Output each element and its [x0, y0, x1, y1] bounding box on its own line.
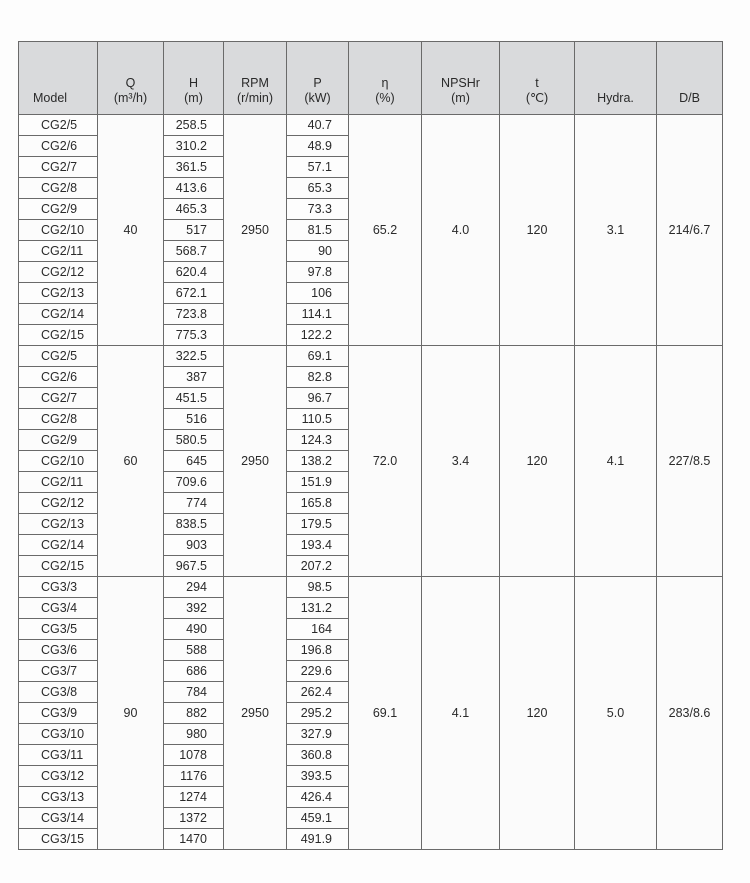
- col-header-rpm-unit: (r/min): [236, 91, 274, 105]
- cell-power-p: 97.8: [287, 262, 349, 283]
- cell-head-h: 310.2: [164, 136, 224, 157]
- cell-model: CG2/13: [19, 514, 98, 535]
- col-header-model-label: Model: [33, 91, 68, 105]
- cell-model: CG3/3: [19, 577, 98, 598]
- cell-head-h: 980: [164, 724, 224, 745]
- cell-power-p: 393.5: [287, 766, 349, 787]
- col-header-npshr-unit: (m): [451, 91, 470, 105]
- cell-power-p: 491.9: [287, 829, 349, 850]
- cell-head-h: 588: [164, 640, 224, 661]
- cell-head-h: 516: [164, 409, 224, 430]
- cell-power-p: 90: [287, 241, 349, 262]
- cell-power-p: 164: [287, 619, 349, 640]
- cell-power-p: 295.2: [287, 703, 349, 724]
- cell-power-p: 193.4: [287, 535, 349, 556]
- col-header-eta-label: η: [381, 76, 389, 90]
- cell-model: CG2/15: [19, 556, 98, 577]
- cell-rpm: 2950: [224, 346, 287, 577]
- cell-head-h: 387: [164, 367, 224, 388]
- cell-head-h: 1274: [164, 787, 224, 808]
- cell-head-h: 294: [164, 577, 224, 598]
- col-header-t-label: t: [535, 76, 539, 90]
- cell-power-p: 459.1: [287, 808, 349, 829]
- col-header-h-label: H: [188, 76, 199, 90]
- cell-model: CG3/15: [19, 829, 98, 850]
- cell-head-h: 392: [164, 598, 224, 619]
- cell-model: CG3/6: [19, 640, 98, 661]
- cell-model: CG2/7: [19, 157, 98, 178]
- cell-head-h: 784: [164, 682, 224, 703]
- cell-flow-q: 90: [98, 577, 164, 850]
- col-header-p-label: P: [313, 76, 322, 90]
- cell-model: CG3/13: [19, 787, 98, 808]
- cell-power-p: 262.4: [287, 682, 349, 703]
- cell-model: CG2/11: [19, 472, 98, 493]
- header-row: [19, 42, 723, 115]
- cell-power-p: 138.2: [287, 451, 349, 472]
- cell-model: CG2/6: [19, 136, 98, 157]
- cell-npshr: 4.0: [422, 115, 500, 346]
- cell-model: CG2/10: [19, 451, 98, 472]
- cell-head-h: 882: [164, 703, 224, 724]
- cell-model: CG3/9: [19, 703, 98, 724]
- cell-power-p: 106: [287, 283, 349, 304]
- cell-head-h: 465.3: [164, 199, 224, 220]
- cell-flow-q: 40: [98, 115, 164, 346]
- cell-power-p: 73.3: [287, 199, 349, 220]
- cell-model: CG2/13: [19, 283, 98, 304]
- cell-hydra: 4.1: [575, 346, 657, 577]
- cell-head-h: 775.3: [164, 325, 224, 346]
- cell-power-p: 196.8: [287, 640, 349, 661]
- col-header-db-label: D/B: [679, 91, 700, 105]
- cell-model: CG2/8: [19, 409, 98, 430]
- cell-temperature: 120: [500, 346, 575, 577]
- cell-model: CG2/12: [19, 493, 98, 514]
- cell-head-h: 709.6: [164, 472, 224, 493]
- cell-efficiency: 65.2: [349, 115, 422, 346]
- col-header-rpm-label: RPM: [241, 76, 269, 90]
- cell-head-h: 1470: [164, 829, 224, 850]
- col-header-eta-unit: (%): [375, 91, 395, 105]
- cell-head-h: 413.6: [164, 178, 224, 199]
- col-header-t-unit: (℃): [525, 91, 549, 105]
- cell-power-p: 98.5: [287, 577, 349, 598]
- cell-power-p: 124.3: [287, 430, 349, 451]
- cell-head-h: 686: [164, 661, 224, 682]
- cell-model: CG2/5: [19, 346, 98, 367]
- col-header-q-label: Q: [125, 76, 136, 90]
- col-header-q: [98, 42, 164, 115]
- col-header-h: [164, 42, 224, 115]
- col-header-p: [287, 42, 349, 115]
- table-body: [19, 115, 723, 850]
- col-header-rpm: [224, 42, 287, 115]
- cell-power-p: 360.8: [287, 745, 349, 766]
- cell-head-h: 967.5: [164, 556, 224, 577]
- cell-head-h: 774: [164, 493, 224, 514]
- cell-power-p: 151.9: [287, 472, 349, 493]
- cell-model: CG3/5: [19, 619, 98, 640]
- cell-hydra: 3.1: [575, 115, 657, 346]
- cell-head-h: 322.5: [164, 346, 224, 367]
- pump-spec-table: [18, 41, 723, 850]
- table-row: [19, 577, 723, 598]
- cell-model: CG2/12: [19, 262, 98, 283]
- cell-model: CG3/7: [19, 661, 98, 682]
- col-header-p-unit: (kW): [304, 91, 331, 105]
- col-header-eta: [349, 42, 422, 115]
- cell-head-h: 645: [164, 451, 224, 472]
- cell-power-p: 96.7: [287, 388, 349, 409]
- cell-temperature: 120: [500, 577, 575, 850]
- cell-db: 214/6.7: [657, 115, 723, 346]
- table-row: [19, 115, 723, 136]
- cell-model: CG2/7: [19, 388, 98, 409]
- cell-model: CG2/14: [19, 304, 98, 325]
- cell-power-p: 165.8: [287, 493, 349, 514]
- cell-head-h: 568.7: [164, 241, 224, 262]
- cell-power-p: 82.8: [287, 367, 349, 388]
- cell-power-p: 69.1: [287, 346, 349, 367]
- cell-power-p: 81.5: [287, 220, 349, 241]
- cell-model: CG3/11: [19, 745, 98, 766]
- cell-efficiency: 69.1: [349, 577, 422, 850]
- cell-model: CG3/10: [19, 724, 98, 745]
- cell-model: CG2/10: [19, 220, 98, 241]
- cell-flow-q: 60: [98, 346, 164, 577]
- col-header-h-unit: (m): [184, 91, 203, 105]
- cell-power-p: 207.2: [287, 556, 349, 577]
- cell-power-p: 229.6: [287, 661, 349, 682]
- col-header-hydra-label: Hydra.: [597, 91, 634, 105]
- cell-model: CG3/14: [19, 808, 98, 829]
- cell-hydra: 5.0: [575, 577, 657, 850]
- cell-head-h: 903: [164, 535, 224, 556]
- cell-model: CG2/11: [19, 241, 98, 262]
- cell-power-p: 48.9: [287, 136, 349, 157]
- cell-head-h: 1176: [164, 766, 224, 787]
- cell-power-p: 426.4: [287, 787, 349, 808]
- cell-head-h: 361.5: [164, 157, 224, 178]
- cell-model: CG3/8: [19, 682, 98, 703]
- cell-efficiency: 72.0: [349, 346, 422, 577]
- cell-model: CG3/4: [19, 598, 98, 619]
- cell-power-p: 179.5: [287, 514, 349, 535]
- cell-head-h: 723.8: [164, 304, 224, 325]
- cell-model: CG3/12: [19, 766, 98, 787]
- table-header: [19, 42, 723, 115]
- cell-head-h: 490: [164, 619, 224, 640]
- cell-head-h: 620.4: [164, 262, 224, 283]
- col-header-db: [657, 42, 723, 115]
- cell-model: CG2/14: [19, 535, 98, 556]
- cell-rpm: 2950: [224, 577, 287, 850]
- cell-rpm: 2950: [224, 115, 287, 346]
- col-header-npshr-label: NPSHr: [441, 76, 480, 90]
- cell-db: 283/8.6: [657, 577, 723, 850]
- cell-power-p: 122.2: [287, 325, 349, 346]
- cell-power-p: 40.7: [287, 115, 349, 136]
- col-header-t: [500, 42, 575, 115]
- cell-model: CG2/9: [19, 430, 98, 451]
- cell-power-p: 57.1: [287, 157, 349, 178]
- cell-temperature: 120: [500, 115, 575, 346]
- cell-model: CG2/8: [19, 178, 98, 199]
- cell-power-p: 65.3: [287, 178, 349, 199]
- cell-model: CG2/6: [19, 367, 98, 388]
- cell-head-h: 838.5: [164, 514, 224, 535]
- cell-power-p: 114.1: [287, 304, 349, 325]
- cell-head-h: 258.5: [164, 115, 224, 136]
- cell-head-h: 517: [164, 220, 224, 241]
- col-header-q-unit: (m³/h): [113, 91, 148, 105]
- table-row: [19, 346, 723, 367]
- cell-power-p: 327.9: [287, 724, 349, 745]
- cell-npshr: 4.1: [422, 577, 500, 850]
- cell-head-h: 672.1: [164, 283, 224, 304]
- cell-head-h: 1078: [164, 745, 224, 766]
- cell-head-h: 580.5: [164, 430, 224, 451]
- cell-power-p: 131.2: [287, 598, 349, 619]
- cell-model: CG2/9: [19, 199, 98, 220]
- cell-head-h: 1372: [164, 808, 224, 829]
- col-header-hydra: [575, 42, 657, 115]
- cell-model: CG2/15: [19, 325, 98, 346]
- cell-head-h: 451.5: [164, 388, 224, 409]
- cell-db: 227/8.5: [657, 346, 723, 577]
- pump-performance-sheet: [18, 41, 722, 850]
- cell-npshr: 3.4: [422, 346, 500, 577]
- cell-power-p: 110.5: [287, 409, 349, 430]
- cell-model: CG2/5: [19, 115, 98, 136]
- col-header-npshr: [422, 42, 500, 115]
- col-header-model: [19, 42, 98, 115]
